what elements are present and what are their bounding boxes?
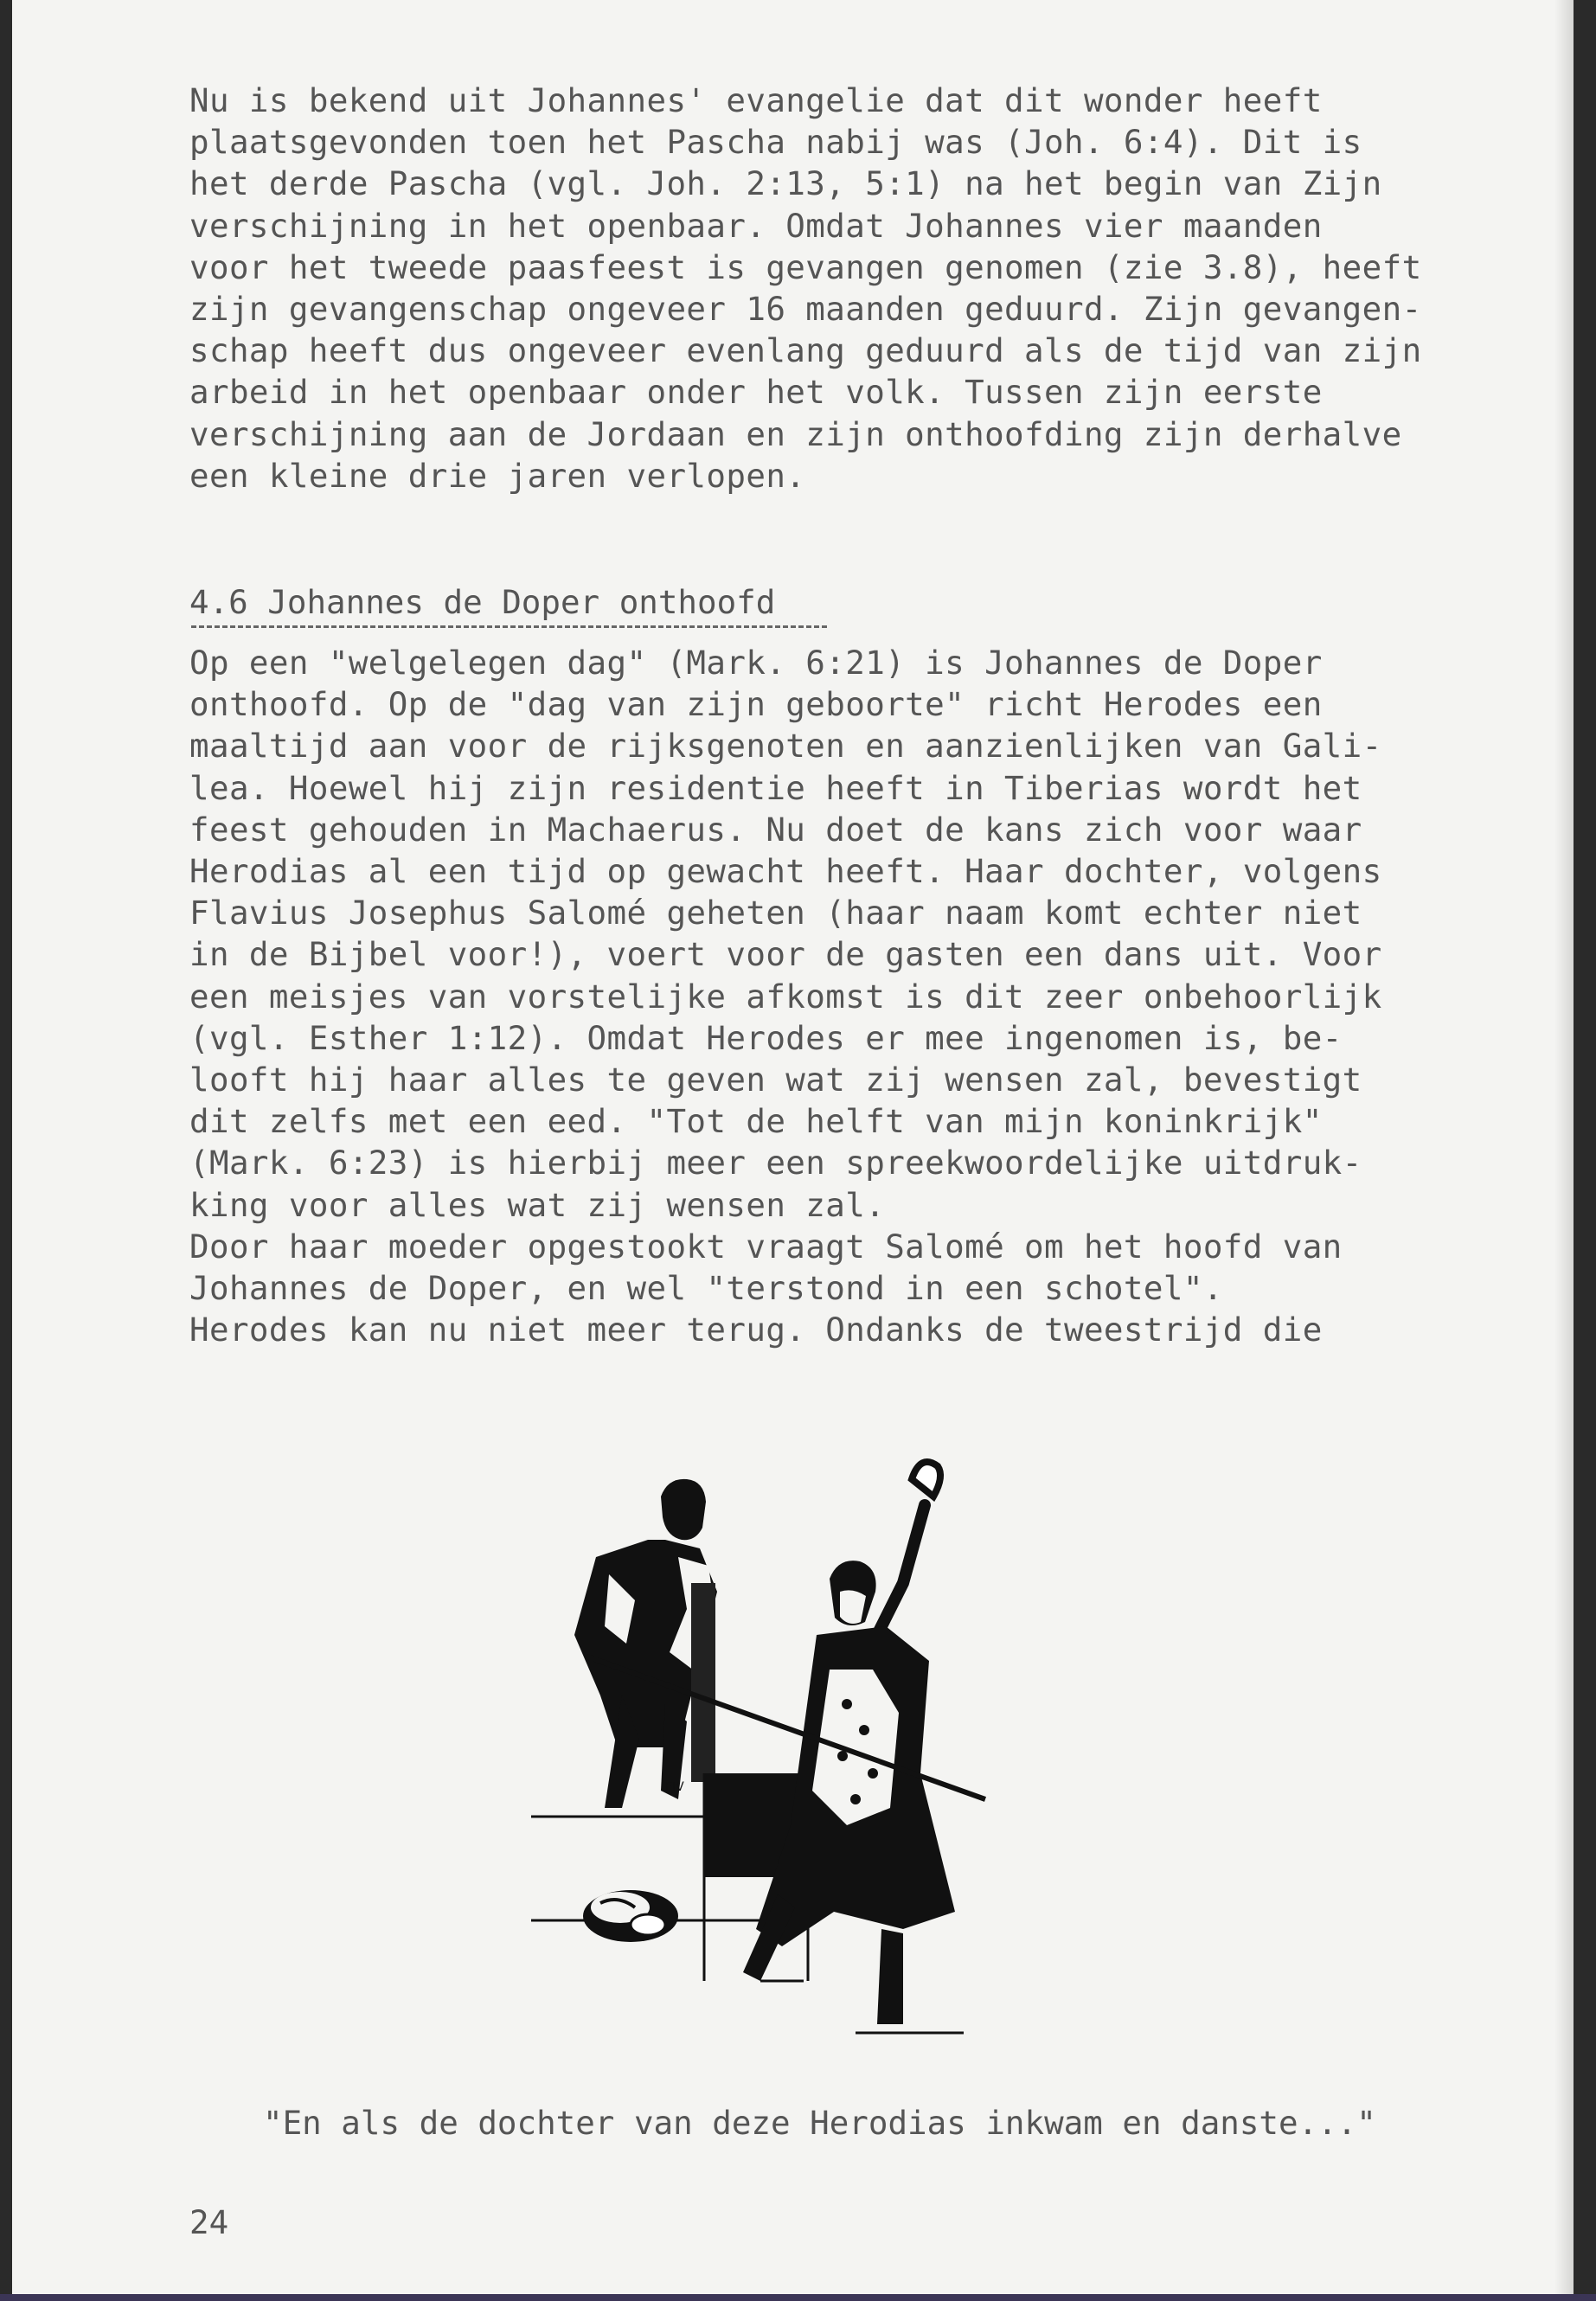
- text-line: feest gehouden in Machaerus. Nu doet de kans zich voor waar: [189, 810, 1362, 849]
- text-line: zijn gevangenschap ongeveer 16 maanden geduurd. Zijn gevangen-: [189, 290, 1422, 329]
- text-line: arbeid in het openbaar onder het volk. Tussen zijn eerste: [189, 373, 1323, 412]
- text-line: (Mark. 6:23) is hierbij meer een spreekwoordelijke uitdruk-: [189, 1144, 1362, 1183]
- text-line: verschijning aan de Jordaan en zijn onthoofding zijn derhalve: [189, 414, 1402, 453]
- salome-dancer-figure: [743, 1462, 964, 2033]
- severed-head-on-platter: [583, 1890, 678, 1942]
- text-line: Herodias al een tijd op gewacht heeft. Haar dochter, volgens: [189, 852, 1382, 891]
- text-line: het derde Pascha (vgl. Joh. 2:13, 5:1) na het begin van Zijn: [189, 164, 1382, 203]
- text-line: Nu is bekend uit Johannes' evangelie dat dit wonder heeft: [189, 81, 1323, 119]
- text-line: een kleine drie jaren verlopen.: [189, 456, 806, 495]
- text-line: dit zelfs met een eed. "Tot de helft van mijn koninkrijk": [189, 1102, 1323, 1141]
- heading-dashed-underline: [191, 625, 827, 628]
- text-line: in de Bijbel voor!), voert voor de gasten een dans uit. Voor: [189, 935, 1382, 974]
- paragraph-1: [189, 80, 1522, 497]
- herodes-seated-figure: [574, 1479, 717, 1808]
- text-line: king voor alles wat zij wensen zal.: [189, 1185, 886, 1224]
- text-line: Johannes de Doper, en wel "terstond in een schotel".: [189, 1269, 1223, 1308]
- paragraph-2: [189, 642, 1522, 1350]
- page-edge-shadow: [1554, 0, 1574, 2294]
- text-line: voor het tweede paasfeest is gevangen genomen (zie 3.8), heeft: [189, 247, 1422, 286]
- text-line: plaatsgevonden toen het Pascha nabij was (Joh. 6:4). Dit is: [189, 123, 1362, 162]
- salome-dance-illustration: [518, 1427, 1124, 2059]
- text-line: verschijning in het openbaar. Omdat Johannes vier maanden: [189, 206, 1323, 245]
- text-line: Op een "welgelegen dag" (Mark. 6:21) is Johannes de Doper: [189, 644, 1323, 682]
- artist-signature: FJV: [665, 1780, 684, 1794]
- page-number: 24: [189, 2203, 229, 2241]
- text-line: (vgl. Esther 1:12). Omdat Herodes er mee ingenomen is, be-: [189, 1018, 1343, 1057]
- text-line: Door haar moeder opgestookt vraagt Salomé om het hoofd van: [189, 1227, 1343, 1266]
- text-line: onthoofd. Op de "dag van zijn geboorte" richt Herodes een: [189, 685, 1323, 724]
- text-line: lea. Hoewel hij zijn residentie heeft in Tiberias wordt het: [189, 768, 1362, 807]
- text-line: Herodes kan nu niet meer terug. Ondanks de tweestrijd die: [189, 1311, 1323, 1349]
- section-heading: 4.6 Johannes de Doper onthoofd: [189, 583, 776, 621]
- text-line: schap heeft dus ongeveer evenlang geduurd als de tijd van zijn: [189, 331, 1422, 370]
- illustration-caption: "En als de dochter van deze Herodias inkwam en danste...": [263, 2104, 1376, 2142]
- text-line: looft hij haar alles te geven wat zij wensen zal, bevestigt: [189, 1061, 1362, 1099]
- bottom-edge-strip: [0, 2294, 1596, 2301]
- text-line: een meisjes van vorstelijke afkomst is dit zeer onbehoorlijk: [189, 977, 1382, 1016]
- text-line: maaltijd aan voor de rijksgenoten en aanzienlijken van Gali-: [189, 727, 1382, 766]
- book-page: [12, 0, 1574, 2294]
- text-line: Flavius Josephus Salomé geheten (haar naam komt echter niet: [189, 894, 1362, 933]
